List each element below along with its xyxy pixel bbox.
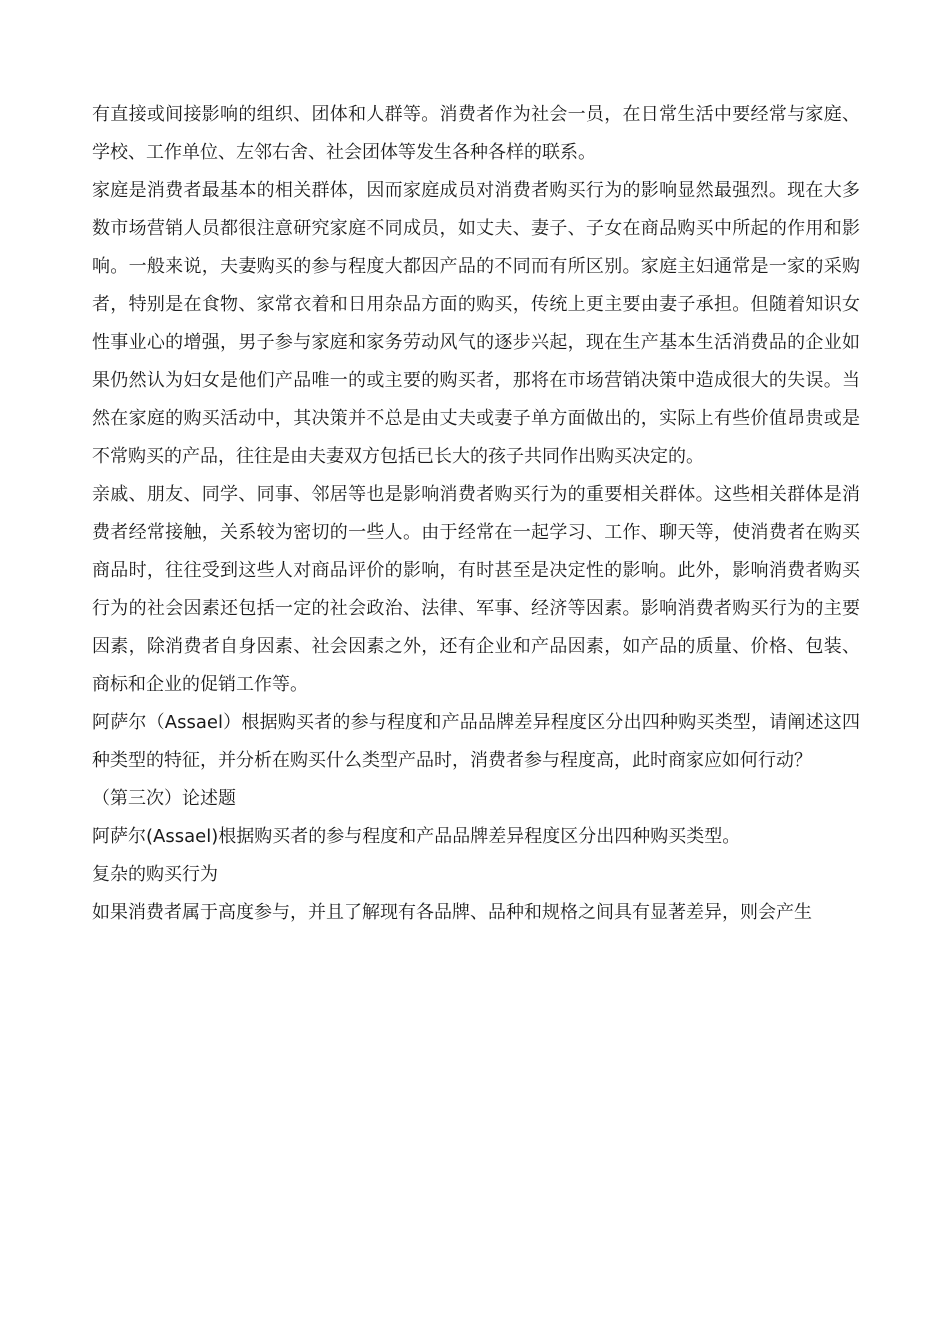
paragraph-reference-groups-intro: 有直接或间接影响的组织、团体和人群等。消费者作为社会一员，在日常生活中要经常与家庭、学校、工作单位、左邻右舍、社会团体等发生各种各样的联系。 [92,104,860,163]
document-body [92,96,860,932]
paragraph-family-group: 家庭是消费者最基本的相关群体，因而家庭成员对消费者购买行为的影响显然最强烈。现在大多数市场营销人员都很注意研究家庭不同成员，如丈夫、妻子、子女在商品购买中所起的作用和影响。一般来说，夫妻购买的参与程度大都因产品的不同而有所区别。家庭主妇通常是一家的采购者，特别是在食物、家常衣着和日用杂品方面的购买，传统上更主要由妻子承担。但随着知识女性事业心的增强，男子参与家庭和家务劳动风气的逐步兴起，现在生产基本生活消费品的企业如果仍然认为妇女是他们产品唯一的或主要的购买者，那将在市场营销决策中造成很大的失误。当然在家庭的购买活动中，其决策并不总是由丈夫或妻子单方面做出的，实际上有些价值昂贵或是不常购买的产品，往往是由夫妻双方包括已长大的孩子共同作出购买决定的。 [92,180,860,467]
paragraph-relatives-friends: 亲戚、朋友、同学、同事、邻居等也是影响消费者购买行为的重要相关群体。这些相关群体是消费者经常接触，关系较为密切的一些人。由于经常在一起学习、工作、聊天等，使消费者在购买商品时，往往受到这些人对商品评价的影响，有时甚至是决定性的影响。此外，影响消费者购买行为的社会因素还包括一定的社会政治、法律、军事、经济等因素。影响消费者购买行为的主要因素，除消费者自身因素、社会因素之外，还有企业和产品因素，如产品的质量、价格、包装、商标和企业的促销工作等。 [92,484,860,695]
paragraph-assael-answer: 阿萨尔(Assael)根据购买者的参与程度和产品品牌差异程度区分出四种购买类型。 [92,826,741,847]
subheading-complex-buying: 复杂的购买行为 [92,864,218,885]
section-label-essay: （第三次）论述题 [92,788,236,809]
paragraph-complex-buying: 如果消费者属于高度参与，并且了解现有各品牌、品种和规格之间具有显著差异，则会产生 [92,902,812,923]
paragraph-assael-question: 阿萨尔（Assael）根据购买者的参与程度和产品品牌差异程度区分出四种购买类型，请阐述这四种类型的特征，并分析在购买什么类型产品时，消费者参与程度高，此时商家应如何行动？ [92,712,860,771]
